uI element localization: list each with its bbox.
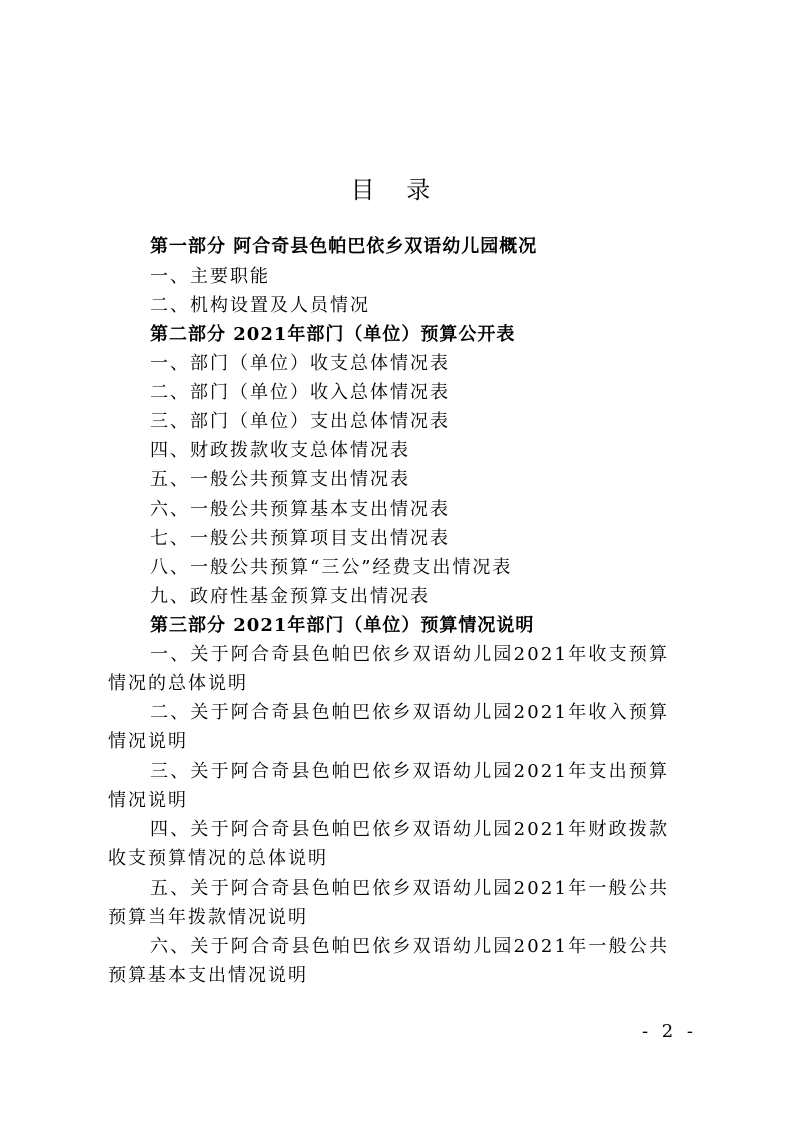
toc-paragraph-line: 五、关于阿合奇县色帕巴依乡双语幼儿园2021年一般公共	[150, 878, 670, 899]
toc-paragraph	[108, 874, 698, 932]
toc-paragraph-line: 情况的总体说明	[108, 673, 248, 694]
toc-paragraph-line: 一、关于阿合奇县色帕巴依乡双语幼儿园2021年收支预算	[150, 644, 670, 665]
toc-paragraph-line: 四、关于阿合奇县色帕巴依乡双语幼儿园2021年财政拨款	[150, 819, 670, 840]
toc-paragraph	[108, 640, 698, 698]
toc-paragraph	[108, 815, 698, 873]
toc-item: 一、部门（单位）收支总体情况表	[150, 353, 450, 374]
toc-item: 一、主要职能	[150, 266, 270, 287]
toc-paragraph	[108, 932, 698, 990]
toc-item: 二、部门（单位）收入总体情况表	[150, 382, 450, 403]
toc-paragraph	[108, 757, 698, 815]
toc-item: 五、一般公共预算支出情况表	[150, 469, 410, 490]
toc-item: 七、一般公共预算项目支出情况表	[150, 528, 450, 549]
toc-item: 九、政府性基金预算支出情况表	[150, 586, 430, 607]
part1-heading: 第一部分 阿合奇县色帕巴依乡双语幼儿园概况	[150, 236, 538, 257]
toc-paragraph-line: 情况说明	[108, 790, 188, 811]
toc-paragraph	[108, 698, 698, 756]
page-title: 目 录	[350, 176, 443, 204]
toc-paragraph-line: 预算当年拨款情况说明	[108, 907, 308, 928]
toc-paragraph-line: 三、关于阿合奇县色帕巴依乡双语幼儿园2021年支出预算	[150, 761, 670, 782]
toc-item: 八、一般公共预算“三公”经费支出情况表	[150, 557, 513, 578]
part2-heading: 第二部分 2021年部门（单位）预算公开表	[150, 324, 516, 345]
page-number: - 2 -	[641, 1021, 697, 1042]
toc-item: 六、一般公共预算基本支出情况表	[150, 499, 450, 520]
toc-item: 四、财政拨款收支总体情况表	[150, 440, 410, 461]
toc-paragraph-line: 二、关于阿合奇县色帕巴依乡双语幼儿园2021年收入预算	[150, 702, 670, 723]
toc-item: 二、机构设置及人员情况	[150, 295, 370, 316]
toc-paragraph-line: 六、关于阿合奇县色帕巴依乡双语幼儿园2021年一般公共	[150, 936, 670, 957]
toc-paragraph-line: 预算基本支出情况说明	[108, 965, 308, 986]
toc-paragraph-line: 收支预算情况的总体说明	[108, 848, 328, 869]
toc-item: 三、部门（单位）支出总体情况表	[150, 411, 450, 432]
toc-paragraph-line: 情况说明	[108, 731, 188, 752]
part3-heading: 第三部分 2021年部门（单位）预算情况说明	[150, 615, 535, 636]
